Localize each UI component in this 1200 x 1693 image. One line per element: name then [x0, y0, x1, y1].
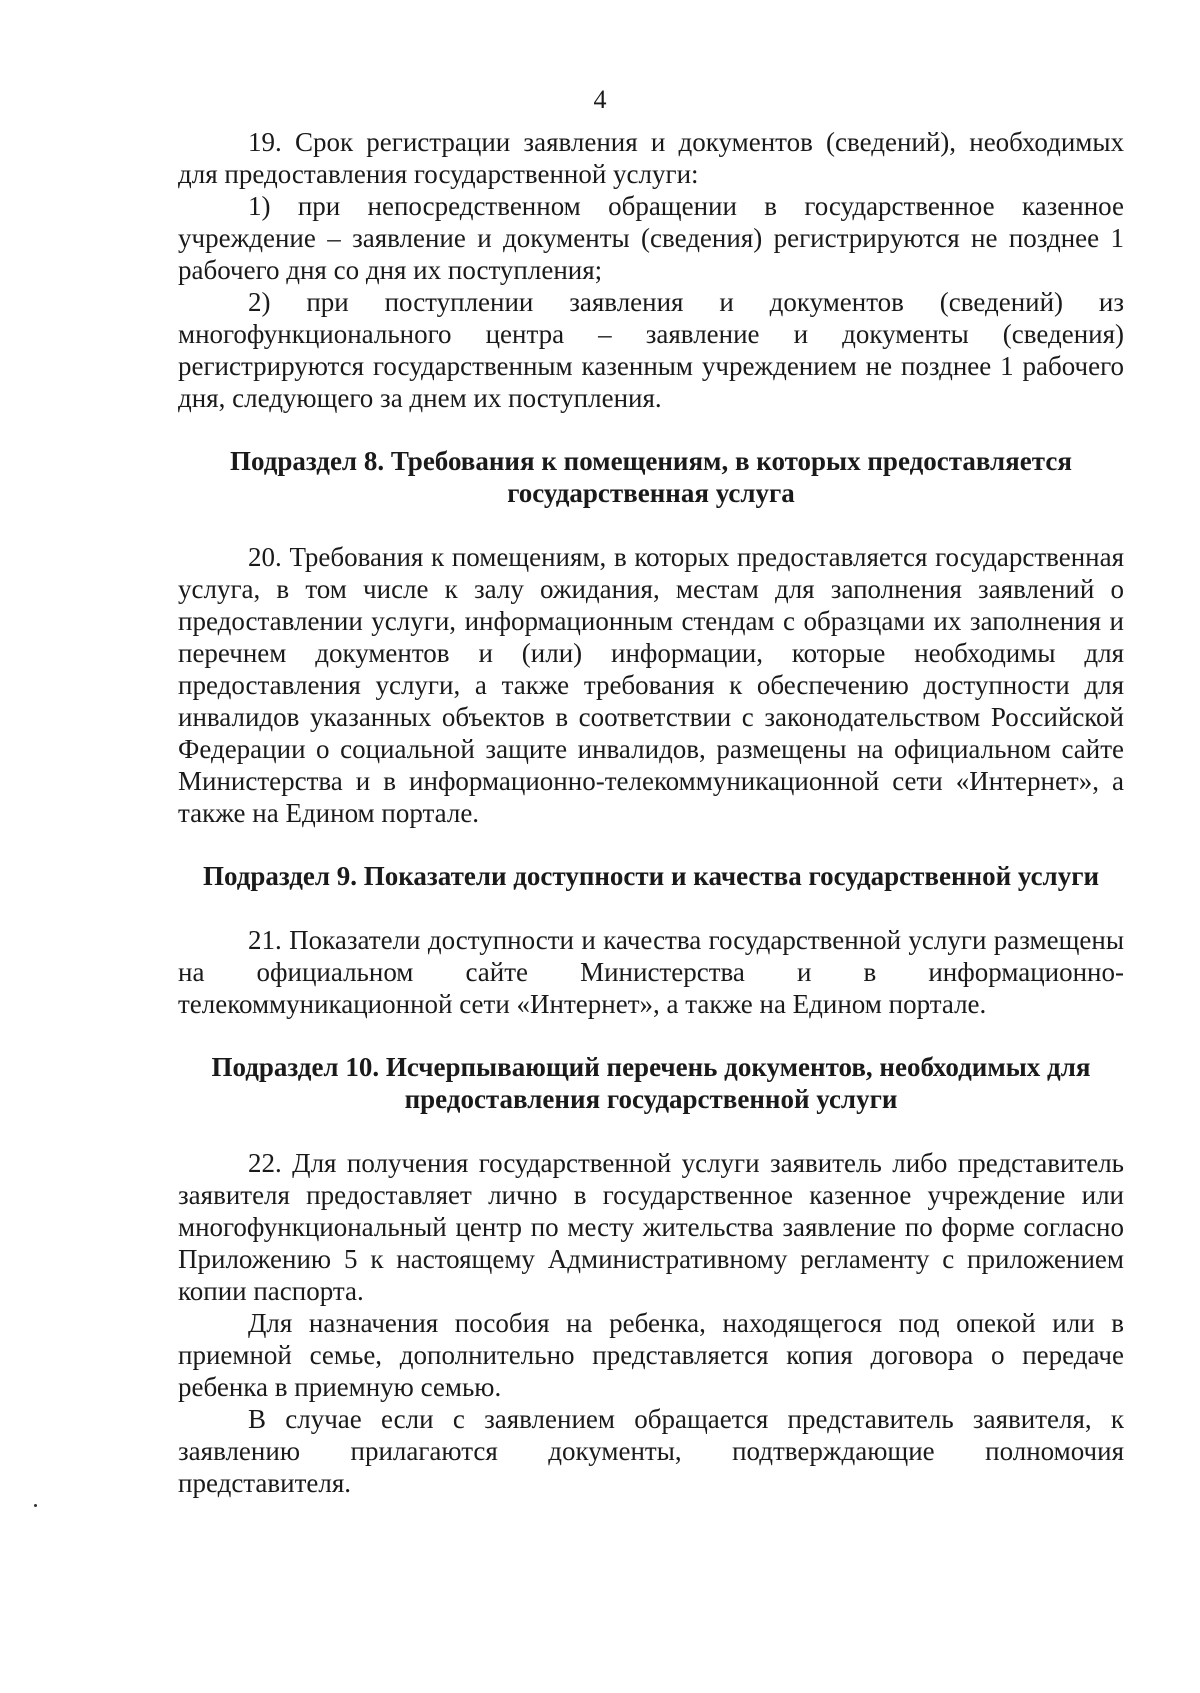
paragraph-20: 20. Требования к помещениям, в которых предоставляется государственная услуга, в том числе к залу ожидания, местам для заполнения заявлений о предоставлении услуги, информационным стендам с образцами их заполнения и перечнем документов и (или) информации, которые необходимы для предоставления услуги, а также требования к обеспечению доступности для инвалидов указанных объектов в соответствии с законодательством Российской Федерации о социальной защите инвалидов, размещены на официальном сайте Министерства и в информационно-телекоммуникационной сети «Интернет», а также на Едином портале. — [178, 542, 1124, 828]
heading-subsection-10: Подраздел 10. Исчерпывающий перечень документов, необходимых для предоставления государственной услуги — [211, 1052, 1091, 1114]
paragraph-19: 19. Срок регистрации заявления и документов (сведений), необходимых для предоставления государственной услуги: — [178, 127, 1124, 189]
paragraph-21: 21. Показатели доступности и качества государственной услуги размещены на официальном сайте Министерства и в информационно-телекоммуникационной сети «Интернет», а также на Едином портале. — [178, 925, 1124, 1019]
page-number: 4 — [593, 85, 607, 114]
document-body — [178, 126, 1124, 1499]
paragraph-22: 22. Для получения государственной услуги заявитель либо представитель заявителя предоставляет лично в государственное казенное учреждение или многофункциональный центр по месту жительства заявление по форме согласно Приложению 5 к настоящему Административному регламенту с приложением копии паспорта. — [178, 1148, 1124, 1306]
paragraph-19-item-1: 1) при непосредственном обращении в государственное казенное учреждение – заявление и документы (сведения) регистрируются не позднее 1 рабочего дня со дня их поступления; — [178, 191, 1124, 285]
scan-speck — [34, 1504, 37, 1507]
heading-subsection-8: Подраздел 8. Требования к помещениям, в которых предоставляется государственная услуга — [230, 446, 1072, 508]
paragraph-22-part-2: Для назначения пособия на ребенка, находящегося под опекой или в приемной семье, дополнительно представляется копия договора о передаче ребенка в приемную семью. — [178, 1308, 1124, 1402]
paragraph-19-item-2: 2) при поступлении заявления и документов (сведений) из многофункционального центра – заявление и документы (сведения) регистрируются государственным казенным учреждением не позднее 1 рабочего дня, следующего за днем их поступления. — [178, 287, 1124, 413]
heading-subsection-9: Подраздел 9. Показатели доступности и качества государственной услуги — [202, 861, 1100, 891]
paragraph-22-part-3: В случае если с заявлением обращается представитель заявителя, к заявлению прилагаются документы, подтверждающие полномочия представителя. — [178, 1404, 1124, 1498]
